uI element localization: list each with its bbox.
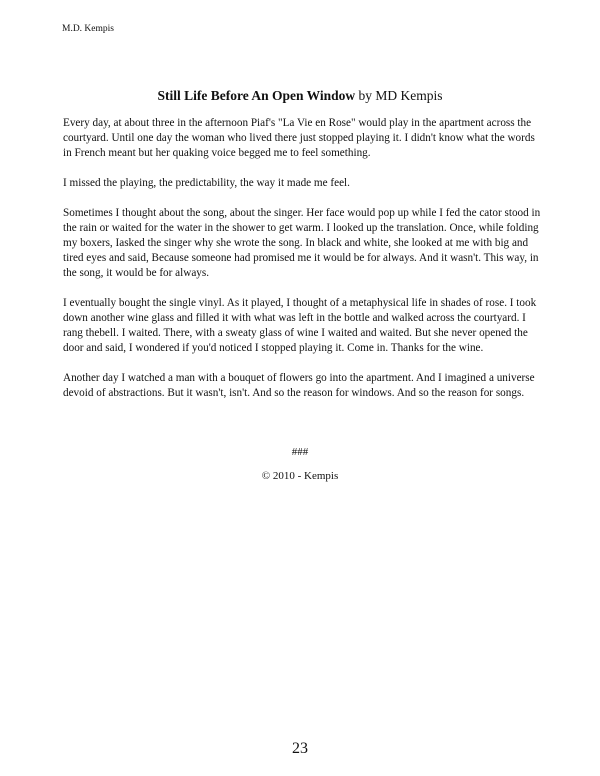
page-number: 23	[292, 740, 308, 757]
story-body	[63, 116, 543, 416]
paragraph: I eventually bought the single vinyl. As it played, I thought of a metaphysical life in shades of rose. I took down another wine glass and filled it with what was left in the bottle and walked across the courtyard. I rang thebell. I waited. There, with a sweaty glass of wine I waited and waited. But she never opened the door and said, I wondered if you'd noticed I stopped playing it. Come in. Thanks for the wine.	[63, 297, 537, 354]
running-header: M.D. Kempis	[62, 24, 114, 34]
copyright-notice: © 2010 - Kempis	[261, 470, 339, 482]
story-title: Still Life Before An Open Window	[157, 88, 356, 103]
story-byline: by MD Kempis	[355, 88, 443, 103]
paragraph: Sometimes I thought about the song, about the singer. Her face would pop up while I fed the cator stood in the rain or waited for the water in the shower to get warm. I looked up the translation. Once, while folding my boxers, Iasked the singer why she wrote the song. In black and white, she looked at me with big and tired eyes and said, Because someone had promised me it would be for always. And it wasn't. This way, in the song, it would be for always.	[63, 207, 541, 279]
story-title-line	[0, 88, 600, 104]
section-separator: ###	[291, 446, 309, 458]
paragraph: I missed the playing, the predictability, the way it made me feel.	[63, 177, 350, 189]
paragraph: Another day I watched a man with a bouquet of flowers go into the apartment. And I imagined a universe devoid of abstractions. But it wasn't, isn't. And so the reason for windows. And so the reason for songs.	[63, 372, 535, 399]
paragraph: Every day, at about three in the afternoon Piaf's "La Vie en Rose" would play in the apartment across the courtyard. Until one day the woman who lived there just stopped playing it. I didn't know what the words in French meant but her quaking voice begged me to feel something.	[63, 117, 535, 159]
